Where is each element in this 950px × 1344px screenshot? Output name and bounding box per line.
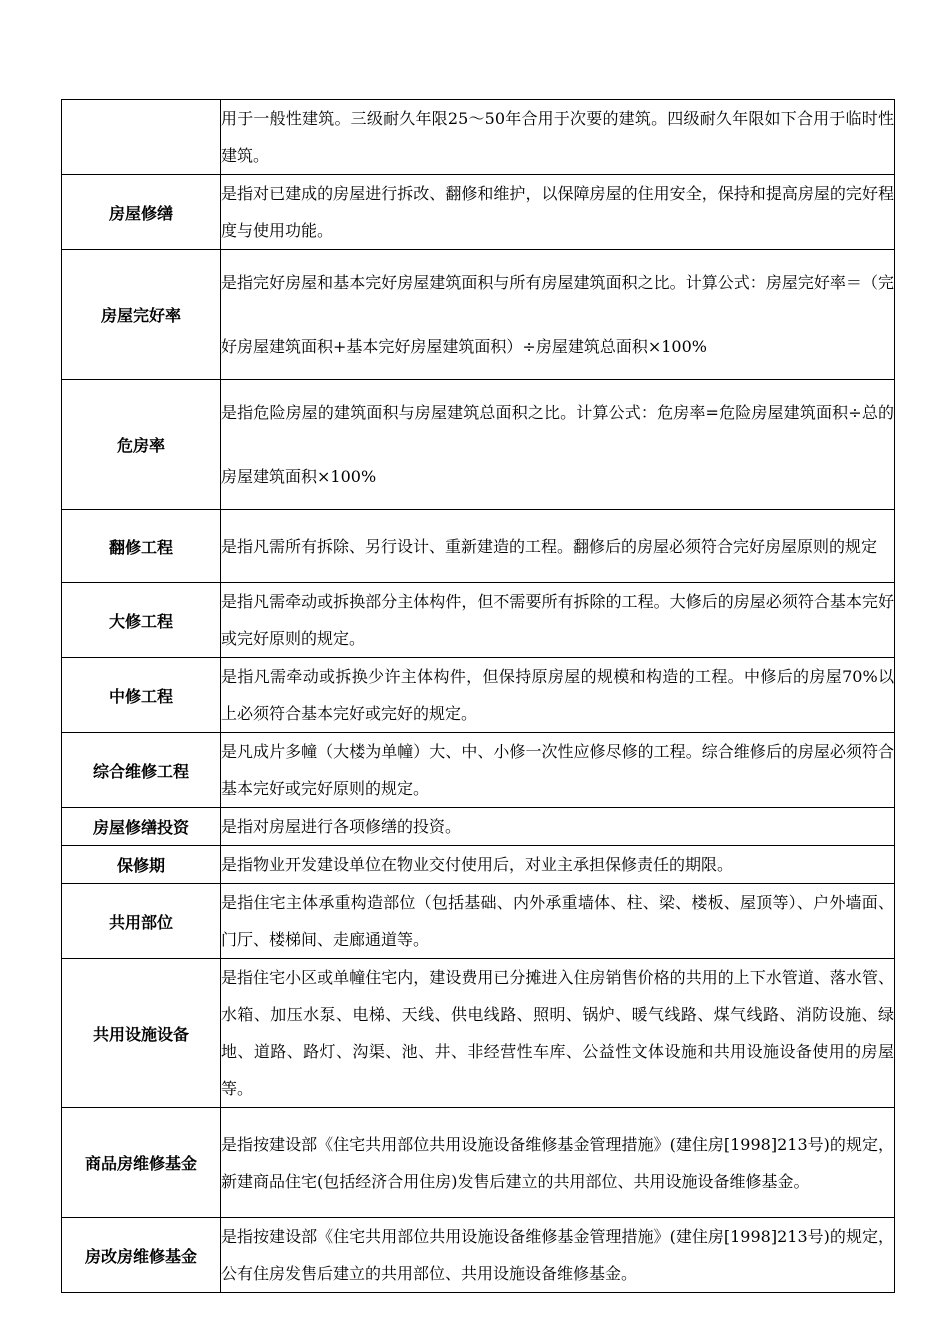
term-cell: 中修工程 <box>62 658 221 733</box>
table-row <box>62 250 895 380</box>
table-row <box>62 658 895 733</box>
term-cell: 房屋修缮投资 <box>62 808 221 846</box>
definition-cell: 是指凡需牵动或拆换少许主体构件，但保持原房屋的规模和构造的工程。中修后的房屋70%以上必须符合基本完好或完好的规定。 <box>221 658 895 733</box>
definition-cell: 用于一般性建筑。三级耐久年限25～50年合用于次要的建筑。四级耐久年限如下合用于临时性建筑。 <box>221 100 895 175</box>
definition-cell: 是指凡需所有拆除、另行设计、重新建造的工程。翻修后的房屋必须符合完好房屋原则的规定 <box>221 510 895 583</box>
term-cell <box>62 100 221 175</box>
table-row <box>62 510 895 583</box>
term-cell: 保修期 <box>62 846 221 884</box>
definition-cell: 是凡成片多幢（大楼为单幢）大、中、小修一次性应修尽修的工程。综合维修后的房屋必须符合基本完好或完好原则的规定。 <box>221 733 895 808</box>
term-cell: 房屋完好率 <box>62 250 221 380</box>
table-row <box>62 100 895 175</box>
definition-cell: 是指对已建成的房屋进行拆改、翻修和维护，以保障房屋的住用安全，保持和提高房屋的完好程度与使用功能。 <box>221 175 895 250</box>
definition-cell: 是指住宅小区或单幢住宅内，建设费用已分摊进入住房销售价格的共用的上下水管道、落水管、水箱、加压水泵、电梯、天线、供电线路、照明、锅炉、暖气线路、煤气线路、消防设施、绿地、道路、路灯、沟渠、池、井、非经营性车库、公益性文体设施和共用设施设备使用的房屋等。 <box>221 959 895 1108</box>
table-row <box>62 1108 895 1218</box>
term-cell: 综合维修工程 <box>62 733 221 808</box>
definition-cell: 是指按建设部《住宅共用部位共用设施设备维修基金管理措施》(建住房[1998]213号)的规定，新建商品住宅(包括经济合用住房)发售后建立的共用部位、共用设施设备维修基金。 <box>221 1108 895 1218</box>
table-row <box>62 808 895 846</box>
table-row <box>62 959 895 1108</box>
definition-cell: 是指按建设部《住宅共用部位共用设施设备维修基金管理措施》(建住房[1998]213号)的规定，公有住房发售后建立的共用部位、共用设施设备维修基金。 <box>221 1218 895 1293</box>
term-cell: 商品房维修基金 <box>62 1108 221 1218</box>
table-row <box>62 175 895 250</box>
terms-table <box>61 99 895 1293</box>
term-cell: 翻修工程 <box>62 510 221 583</box>
definition-cell: 是指凡需牵动或拆换部分主体构件，但不需要所有拆除的工程。大修后的房屋必须符合基本完好或完好原则的规定。 <box>221 583 895 658</box>
table-row <box>62 1218 895 1293</box>
table-row <box>62 583 895 658</box>
table-row <box>62 884 895 959</box>
definition-cell: 是指对房屋进行各项修缮的投资。 <box>221 808 895 846</box>
definition-cell: 是指完好房屋和基本完好房屋建筑面积与所有房屋建筑面积之比。计算公式：房屋完好率＝（完好房屋建筑面积+基本完好房屋建筑面积）÷房屋建筑总面积×100% <box>221 250 895 380</box>
term-cell: 危房率 <box>62 380 221 510</box>
term-cell: 共用部位 <box>62 884 221 959</box>
table-row <box>62 733 895 808</box>
definition-cell: 是指物业开发建设单位在物业交付使用后，对业主承担保修责任的期限。 <box>221 846 895 884</box>
table-row <box>62 380 895 510</box>
definition-cell: 是指危险房屋的建筑面积与房屋建筑总面积之比。计算公式：危房率=危险房屋建筑面积÷总的房屋建筑面积×100% <box>221 380 895 510</box>
term-cell: 大修工程 <box>62 583 221 658</box>
term-cell: 房屋修缮 <box>62 175 221 250</box>
definition-cell: 是指住宅主体承重构造部位（包括基础、内外承重墙体、柱、梁、楼板、屋顶等）、户外墙面、门厅、楼梯间、走廊通道等。 <box>221 884 895 959</box>
term-cell: 共用设施设备 <box>62 959 221 1108</box>
table-row <box>62 846 895 884</box>
term-cell: 房改房维修基金 <box>62 1218 221 1293</box>
